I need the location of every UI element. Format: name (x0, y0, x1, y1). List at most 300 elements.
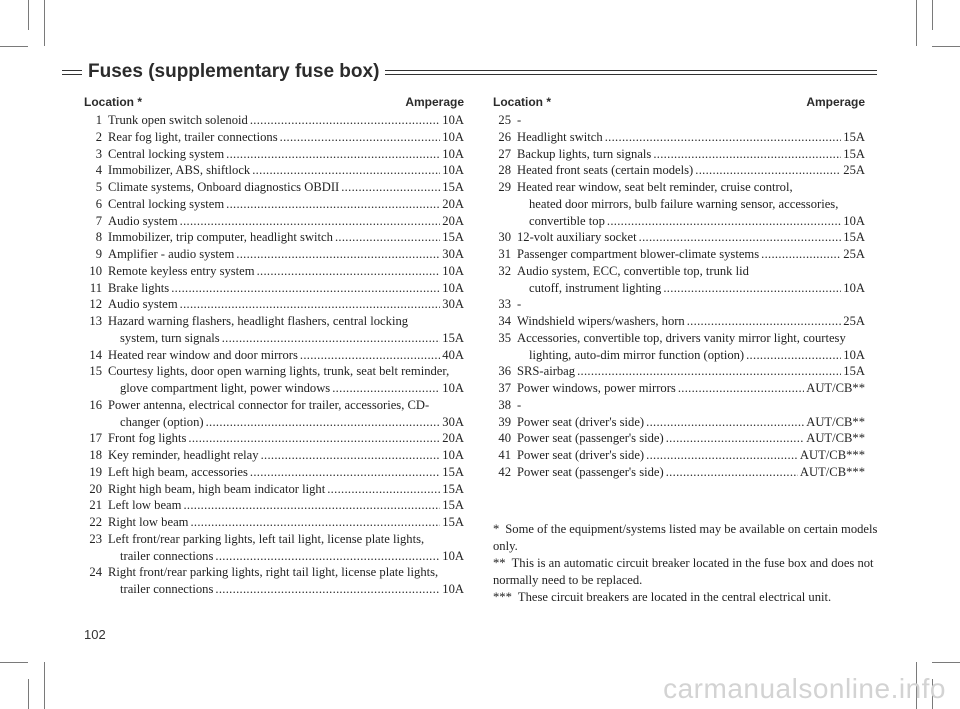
fuse-label: - (517, 397, 522, 412)
fuse-row (84, 280, 464, 297)
fuse-description (108, 481, 464, 498)
fuse-main-line (529, 213, 865, 230)
fuse-main-line (517, 397, 865, 414)
fuse-main-line (517, 447, 865, 464)
crop-mark (44, 662, 45, 709)
fuse-list-left (84, 93, 464, 598)
fuse-row (84, 464, 464, 481)
fuse-number: 38 (498, 397, 511, 412)
fuse-main-line (108, 229, 464, 246)
fuse-main-line (108, 497, 464, 514)
fuse-number: 10 (89, 263, 102, 278)
fuse-row (493, 464, 865, 481)
dot-leader (341, 179, 440, 196)
dot-leader (761, 246, 841, 263)
dot-leader (180, 296, 441, 313)
crop-mark (0, 662, 28, 663)
fuse-amperage: AUT/CB*** (799, 464, 865, 479)
fuse-main-line (517, 296, 865, 313)
fuse-label: Trunk open switch solenoid (108, 113, 248, 127)
fuse-label: Amplifier - audio system (108, 247, 235, 261)
fuse-description (108, 464, 464, 481)
fuse-label: lighting, auto-dim mirror function (option) (529, 347, 745, 362)
fuse-main-line (517, 146, 865, 163)
fuse-description (108, 280, 464, 297)
fuse-description (517, 263, 865, 297)
page-title: Fuses (supplementary fuse box) (82, 60, 385, 84)
fuse-amperage: 15A (843, 129, 865, 144)
dot-leader (226, 196, 440, 213)
fuse-main-line (517, 129, 865, 146)
fuse-amperage: 20A (442, 196, 464, 211)
fuse-description (108, 514, 464, 531)
dot-leader (190, 514, 440, 531)
dot-leader (335, 229, 440, 246)
fuse-row (493, 397, 865, 414)
crop-mark (0, 46, 28, 47)
fuse-main-line (108, 280, 464, 297)
fuse-main-line (517, 380, 865, 397)
fuse-row (493, 246, 865, 263)
crop-mark (28, 0, 29, 30)
fuse-number: 17 (89, 431, 102, 446)
dot-leader (183, 497, 440, 514)
fuse-description (108, 363, 464, 397)
dot-leader (646, 447, 798, 464)
fuse-amperage: 25A (843, 163, 865, 178)
fuse-main-line (108, 112, 464, 129)
fuse-number: 23 (89, 531, 102, 546)
fuse-amperage: AUT/CB** (806, 381, 865, 395)
fuse-main-line (517, 430, 865, 447)
fuse-description-line: heated door mirrors, bulb failure warning sensor, accessories, (529, 196, 839, 211)
fuse-amperage: AUT/CB** (806, 431, 865, 446)
footnote-text: Some of the equipment/systems listed may be available on certain models only. (493, 522, 878, 553)
dot-leader (215, 581, 440, 598)
column-header (84, 93, 464, 111)
fuse-label: trailer connections (120, 548, 214, 563)
fuse-label: Brake lights (108, 280, 170, 295)
fuse-description (108, 146, 464, 163)
fuse-number: 2 (95, 129, 102, 144)
fuse-label: Left high beam, accessories (108, 464, 248, 479)
fuse-description (517, 129, 865, 146)
fuse-amperage: 10A (442, 129, 464, 144)
fuse-description (517, 229, 865, 246)
dot-leader (695, 162, 841, 179)
dot-leader (215, 548, 440, 565)
fuse-number: 13 (89, 314, 102, 328)
fuse-main-line (108, 514, 464, 531)
fuse-row (493, 363, 865, 380)
fuse-amperage: 15A (843, 146, 865, 161)
fuse-number: 8 (95, 230, 102, 245)
fuse-label: Power seat (passenger's side) (517, 431, 664, 446)
fuse-main-line (517, 162, 865, 179)
fuse-number: 21 (89, 498, 102, 513)
fuse-label: - (517, 113, 522, 127)
fuse-description (108, 397, 464, 431)
fuse-main-line (108, 447, 464, 464)
fuse-amperage: 15A (442, 180, 464, 194)
fuse-row (493, 263, 865, 297)
dot-leader (206, 414, 441, 431)
fuse-row (84, 179, 464, 196)
fuse-description (517, 447, 865, 464)
fuse-number: 7 (95, 213, 102, 228)
page-number: 102 (84, 627, 106, 642)
fuse-number: 1 (95, 113, 102, 127)
footnote-mark: * (493, 522, 500, 536)
fuse-description (517, 112, 865, 129)
fuse-row (493, 414, 865, 431)
fuse-label: convertible top (529, 213, 605, 228)
footnote-text: This is an automatic circuit breaker located in the fuse box and does not normally need to be replaced. (493, 556, 874, 587)
fuse-number: 25 (498, 113, 511, 127)
amperage-header: Amperage (806, 95, 865, 109)
fuse-label: Power seat (driver's side) (517, 448, 645, 462)
fuse-label: Right low beam (108, 515, 189, 529)
fuse-amperage: 30A (442, 247, 464, 261)
fuse-row (84, 447, 464, 464)
fuse-description (108, 112, 464, 129)
fuse-amperage: 30A (442, 414, 464, 429)
fuse-description (517, 313, 865, 330)
dot-leader (250, 464, 440, 481)
fuse-description (108, 246, 464, 263)
fuse-row (493, 313, 865, 330)
fuse-description (517, 397, 865, 414)
location-header: Location * (493, 95, 552, 109)
crop-mark (916, 0, 917, 46)
fuse-main-line (120, 380, 464, 397)
dot-leader (257, 263, 441, 280)
dot-leader (663, 280, 841, 297)
dot-leader (746, 347, 841, 364)
crop-mark (932, 0, 933, 30)
fuse-label: Immobilizer, ABS, shiftlock (108, 163, 251, 178)
fuse-description (517, 414, 865, 431)
crop-mark (932, 46, 960, 47)
fuse-amperage: 15A (843, 230, 865, 245)
title-bar (62, 60, 877, 84)
fuse-description-line: Audio system, ECC, convertible top, trunk lid (517, 263, 749, 278)
footnote-mark: ** (493, 556, 506, 570)
fuse-label: Audio system (108, 213, 178, 228)
fuse-row (493, 330, 865, 364)
fuse-description-line: Left front/rear parking lights, left tail light, license plate lights, (108, 531, 425, 546)
fuse-amperage: 25A (843, 247, 865, 261)
fuse-row (84, 129, 464, 146)
watermark: carmanualsonline.info (663, 673, 946, 704)
fuse-description (108, 347, 464, 364)
fuse-number: 42 (498, 464, 511, 479)
dot-leader (678, 380, 804, 397)
fuse-main-line (108, 296, 464, 313)
fuse-description (108, 162, 464, 179)
fuse-main-line (108, 213, 464, 230)
dot-leader (236, 246, 440, 263)
footnote-mark: *** (493, 590, 512, 604)
fuse-amperage: 15A (442, 515, 464, 529)
fuse-label: SRS-airbag (517, 364, 576, 379)
fuse-number: 24 (89, 565, 102, 580)
fuse-number: 41 (498, 448, 511, 462)
dot-leader (327, 481, 440, 498)
fuse-row (493, 146, 865, 163)
dot-leader (577, 363, 841, 380)
dot-leader (687, 313, 842, 330)
fuse-row (84, 397, 464, 431)
fuse-main-line (108, 146, 464, 163)
fuse-description (108, 129, 464, 146)
fuse-row (493, 380, 865, 397)
fuse-row (84, 162, 464, 179)
fuse-description-line: Accessories, convertible top, drivers vanity mirror light, courtesy (517, 330, 846, 345)
fuse-description-line: Hazard warning flashers, headlight flashers, central locking (108, 314, 409, 328)
fuse-description (108, 313, 464, 347)
fuse-description-line: Heated rear window, seat belt reminder, cruise control, (517, 180, 793, 194)
fuse-row (84, 246, 464, 263)
fuse-description (517, 146, 865, 163)
fuse-main-line (517, 414, 865, 431)
fuse-main-line (517, 464, 865, 481)
fuse-label: Heated rear window and door mirrors (108, 347, 298, 362)
dot-leader (639, 229, 842, 246)
fuse-amperage: AUT/CB** (806, 414, 865, 429)
fuse-description (108, 531, 464, 565)
fuse-description (517, 162, 865, 179)
fuse-description (108, 497, 464, 514)
fuse-row (84, 213, 464, 230)
fuse-description (517, 380, 865, 397)
column-header (493, 93, 865, 111)
fuse-amperage: 10A (442, 280, 464, 295)
fuse-row (493, 447, 865, 464)
dot-leader (332, 380, 440, 397)
fuse-description (108, 296, 464, 313)
fuse-description (517, 464, 865, 481)
fuse-number: 22 (89, 515, 102, 529)
footnote (493, 589, 878, 606)
fuse-number: 14 (89, 347, 102, 362)
dot-leader (666, 430, 805, 447)
fuse-main-line (529, 280, 865, 297)
fuse-row (493, 162, 865, 179)
fuse-number: 27 (498, 146, 511, 161)
fuse-amperage: 40A (442, 347, 464, 362)
dot-leader (171, 280, 440, 297)
fuse-number: 30 (498, 230, 511, 245)
fuse-description (108, 229, 464, 246)
fuse-amperage: 15A (442, 464, 464, 479)
dot-leader (188, 430, 440, 447)
fuse-number: 18 (89, 448, 102, 462)
footnote-text: These circuit breakers are located in the central electrical unit. (517, 590, 832, 604)
dot-leader (653, 146, 841, 163)
fuse-description-line: Power antenna, electrical connector for trailer, accessories, CD- (108, 397, 430, 412)
crop-mark (932, 662, 960, 663)
fuse-description (517, 246, 865, 263)
fuse-amperage: 10A (442, 448, 464, 462)
fuse-label: Power seat (passenger's side) (517, 464, 664, 479)
dot-leader (226, 146, 440, 163)
fuse-row (84, 296, 464, 313)
footnote (493, 521, 878, 555)
fuse-row (84, 112, 464, 129)
dot-leader (250, 112, 440, 129)
fuse-row (493, 296, 865, 313)
fuse-row (493, 112, 865, 129)
fuse-main-line (108, 481, 464, 498)
fuse-amperage: 15A (442, 230, 464, 245)
fuse-main-line (108, 347, 464, 364)
fuse-list-right (493, 93, 865, 481)
fuse-number: 33 (498, 297, 511, 312)
fuse-label: Heated front seats (certain models) (517, 163, 694, 178)
fuse-number: 19 (89, 464, 102, 479)
fuse-amperage: 10A (442, 381, 464, 395)
fuse-row (84, 263, 464, 280)
fuse-description (517, 430, 865, 447)
location-header: Location * (84, 95, 143, 109)
fuse-label: Headlight switch (517, 129, 603, 144)
fuse-row (493, 129, 865, 146)
fuse-description (108, 213, 464, 230)
dot-leader (280, 129, 441, 146)
fuse-amperage: 10A (843, 213, 865, 228)
fuse-description-line: Right front/rear parking lights, right tail light, license plate lights, (108, 565, 439, 580)
fuse-number: 6 (95, 196, 102, 211)
fuse-row (84, 229, 464, 246)
fuse-main-line (517, 246, 865, 263)
fuse-label: glove compartment light, power windows (120, 381, 331, 395)
fuse-label: changer (option) (120, 414, 204, 429)
dot-leader (646, 414, 804, 431)
fuse-rows-left (84, 112, 464, 598)
amperage-header: Amperage (405, 95, 464, 109)
fuse-label: 12-volt auxiliary socket (517, 230, 637, 245)
fuse-label: Central locking system (108, 196, 225, 211)
fuse-label: cutoff, instrument lighting (529, 280, 662, 295)
fuse-amperage: 10A (843, 347, 865, 362)
fuse-amperage: 10A (442, 548, 464, 563)
fuse-label: Windshield wipers/washers, horn (517, 314, 685, 328)
fuse-label: Climate systems, Onboard diagnostics OBDII (108, 180, 340, 194)
fuse-description (108, 447, 464, 464)
fuse-row (493, 229, 865, 246)
fuse-row (84, 564, 464, 598)
fuse-label: Front fog lights (108, 431, 187, 446)
fuse-amperage: 10A (442, 163, 464, 178)
dot-leader (666, 464, 798, 481)
fuse-label: Remote keyless entry system (108, 263, 255, 278)
fuse-main-line (529, 347, 865, 364)
fuse-row (84, 146, 464, 163)
fuse-amperage: 15A (442, 330, 464, 345)
fuse-amperage: 25A (843, 314, 865, 328)
fuse-number: 5 (95, 180, 102, 194)
fuse-main-line (108, 430, 464, 447)
fuse-label: Rear fog light, trailer connections (108, 129, 278, 144)
fuse-label: Backup lights, turn signals (517, 146, 652, 161)
fuse-amperage: 15A (442, 498, 464, 513)
fuse-main-line (108, 162, 464, 179)
fuse-description (108, 179, 464, 196)
fuse-description (517, 179, 865, 229)
fuse-number: 37 (498, 381, 511, 395)
fuse-row (84, 497, 464, 514)
fuse-description (108, 196, 464, 213)
fuse-number: 31 (498, 247, 511, 261)
fuse-main-line (120, 330, 464, 347)
fuse-main-line (108, 129, 464, 146)
fuse-number: 15 (89, 364, 102, 379)
fuse-number: 29 (498, 180, 511, 194)
fuse-label: Central locking system (108, 146, 225, 161)
fuse-main-line (517, 112, 865, 129)
fuse-amperage: 20A (442, 431, 464, 446)
fuse-label: trailer connections (120, 582, 214, 596)
dot-leader (252, 162, 440, 179)
fuse-amperage: AUT/CB*** (799, 448, 865, 462)
fuse-label: Left low beam (108, 498, 182, 513)
fuse-number: 36 (498, 364, 511, 379)
fuse-main-line (517, 229, 865, 246)
fuse-label: Right high beam, high beam indicator light (108, 481, 326, 496)
fuse-number: 28 (498, 163, 511, 178)
fuse-main-line (108, 246, 464, 263)
fuse-row (84, 481, 464, 498)
fuse-amperage: 10A (442, 113, 464, 127)
dot-leader (607, 213, 841, 230)
fuse-description (517, 363, 865, 380)
fuse-row (84, 531, 464, 565)
fuse-description (108, 430, 464, 447)
fuse-number: 20 (89, 481, 102, 496)
fuse-number: 16 (89, 397, 102, 412)
fuse-main-line (120, 581, 464, 598)
fuse-row (493, 430, 865, 447)
crop-mark (44, 0, 45, 46)
dot-leader (261, 447, 441, 464)
fuse-number: 12 (89, 297, 102, 312)
fuse-description-line: Courtesy lights, door open warning lights, trunk, seat belt reminder, (108, 364, 450, 379)
fuse-number: 35 (498, 330, 511, 345)
fuse-number: 32 (498, 263, 511, 278)
fuse-number: 11 (89, 280, 102, 295)
fuse-main-line (120, 548, 464, 565)
fuse-main-line (108, 196, 464, 213)
fuse-label: system, turn signals (120, 330, 220, 345)
fuse-row (84, 196, 464, 213)
fuse-row (84, 430, 464, 447)
dot-leader (300, 347, 440, 364)
fuse-rows-right (493, 112, 865, 481)
fuse-amperage: 15A (442, 481, 464, 496)
fuse-main-line (517, 313, 865, 330)
fuse-amperage: 15A (843, 364, 865, 379)
fuse-description (517, 296, 865, 313)
fuse-main-line (120, 414, 464, 431)
fuse-label: Passenger compartment blower-climate systems (517, 247, 760, 261)
fuse-number: 26 (498, 129, 511, 144)
fuse-row (84, 347, 464, 364)
fuse-amperage: 10A (442, 263, 464, 278)
crop-mark (28, 679, 29, 709)
fuse-number: 9 (95, 247, 102, 261)
fuse-number: 39 (498, 414, 511, 429)
